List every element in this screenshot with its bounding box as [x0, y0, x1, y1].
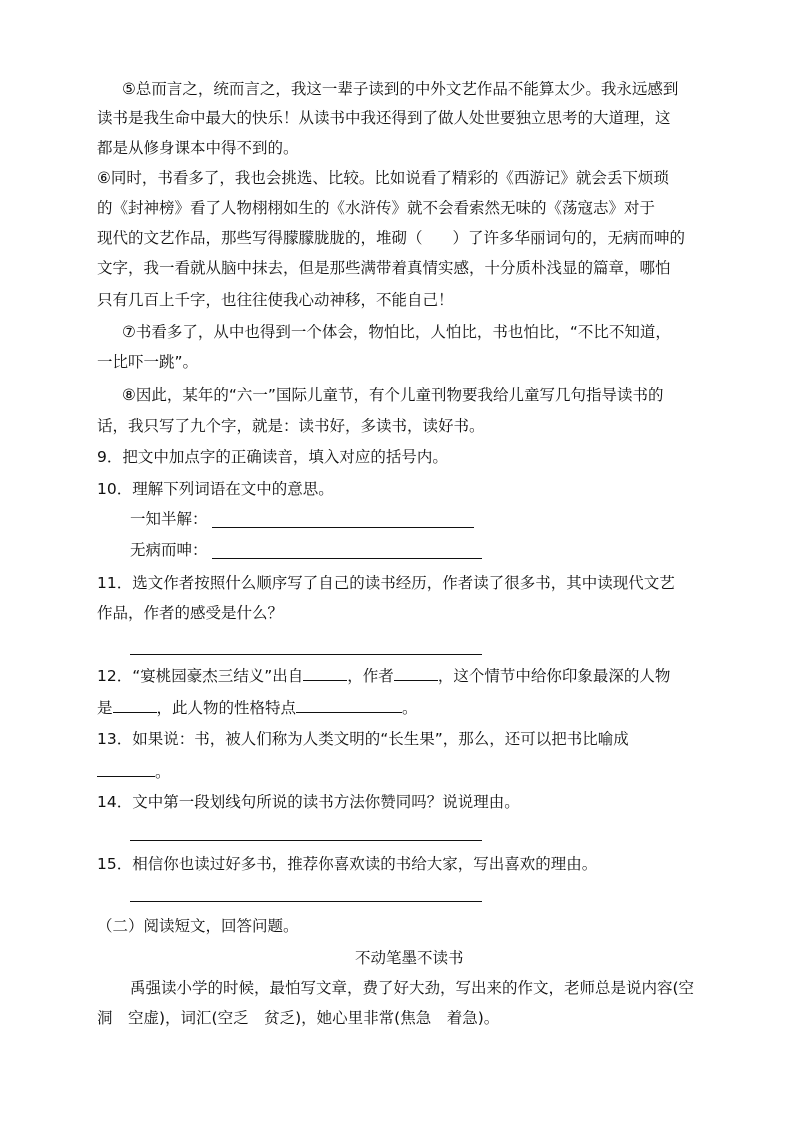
question-14: 14．文中第一段划线句所说的读书方法你赞同吗？说说理由。 — [97, 793, 520, 811]
question-10-item2-answer-line[interactable] — [212, 558, 482, 559]
question-12-text-a: 12．“宴桃园豪杰三结义”出自 — [97, 667, 304, 685]
para6-line4: 文字，我一看就从脑中抹去，但是那些满带着真情实感，十分质朴浅显的篇章，哪怕 — [97, 259, 671, 277]
question-12-line2 — [97, 698, 418, 718]
question-10-item1-answer-line[interactable] — [212, 527, 474, 528]
question-12-source-blank[interactable] — [303, 666, 347, 681]
question-9: 9．把文中加点字的正确读音，填入对应的括号内。 — [97, 448, 448, 466]
para5-line1: ⑤总而言之，统而言之，我这一辈子读到的中外文艺作品不能算太少。我永远感到 — [122, 80, 679, 98]
question-13-line2 — [97, 762, 171, 782]
para6-line2: 的《封神榜》看了人物栩栩如生的《水浒传》就不会看索然无味的《荡寇志》对于 — [97, 199, 656, 217]
question-12-author-blank[interactable] — [394, 666, 438, 681]
question-13-line1: 13．如果说：书，被人们称为人类文明的“长生果”，那么，还可以把书比喻成 — [97, 730, 629, 748]
question-10-stem: 10．理解下列词语在文中的意思。 — [97, 480, 334, 498]
article-line1: 禹强读小学的时候，最怕写文章，费了好大劲，写出来的作文，老师总是说内容(空 — [130, 979, 695, 997]
para6-line3 — [97, 228, 685, 248]
question-14-answer-line[interactable] — [130, 840, 482, 841]
question-10-item2-label: 无病而呻： — [130, 541, 208, 559]
question-12-trait-blank[interactable] — [296, 698, 402, 713]
section-2-heading: （二）阅读短文，回答问题。 — [97, 917, 299, 935]
para8-line2: 话，我只写了九个字，就是：读书好，多读书，读好书。 — [97, 417, 485, 435]
para6-line5: 只有几百上千字，也往往使我心动神移，不能自己！ — [97, 291, 454, 309]
question-11-line1: 11．选文作者按照什么顺序写了自己的读书经历，作者读了很多书，其中读现代文艺 — [97, 574, 675, 592]
article-line2: 洞 空虚)，词汇(空乏 贫乏)，她心里非常(焦急 着急)。 — [97, 1009, 500, 1027]
question-12-text-f: 。 — [402, 699, 418, 717]
question-12-line1 — [97, 666, 670, 686]
para8-line1: ⑧因此，某年的“六一”国际儿童节，有个儿童刊物要我给儿童写几句指导读书的 — [122, 386, 664, 404]
article-title: 不动笔墨不读书 — [355, 949, 464, 967]
question-15-answer-line[interactable] — [130, 901, 482, 902]
question-12-text-c: ，这个情节中给你印象最深的人物 — [437, 667, 671, 685]
para7-line1: ⑦书看多了，从中也得到一个体会，物怕比，人怕比，书也怕比，“不比不知道， — [122, 323, 671, 341]
question-12-text-b: ，作者 — [347, 667, 394, 685]
para5-line3: 都是从修身课本中得不到的。 — [97, 139, 299, 157]
question-11-line2: 作品，作者的感受是什么？ — [97, 604, 284, 622]
question-12-text-d: 是 — [97, 699, 113, 717]
para7-line2: 一比吓一跳”。 — [97, 353, 199, 371]
para5-line2: 读书是我生命中最大的快乐！从读书中我还得到了做人处世要独立思考的大道理，这 — [97, 109, 671, 127]
question-11-answer-line[interactable] — [130, 654, 482, 655]
question-10-item1-label: 一知半解： — [130, 510, 208, 528]
para6-line1: ⑥同时，书看多了，我也会挑选、比较。比如说看了精彩的《西游记》就会丢下烦琐 — [97, 169, 669, 187]
question-12-character-blank[interactable] — [113, 698, 157, 713]
para6-line3-after-blank: ）了许多华丽词句的，无病而呻的 — [452, 229, 686, 247]
question-15: 15．相信你也读过好多书，推荐你喜欢读的书给大家，写出喜欢的理由。 — [97, 855, 598, 873]
question-12-text-e: ，此人物的性格特点 — [156, 699, 297, 717]
question-13-period: 。 — [155, 763, 171, 781]
para6-line3-before-blank: 现代的文艺作品，那些写得朦朦胧胧的，堆砌（ — [97, 229, 423, 247]
question-13-metaphor-blank[interactable] — [97, 762, 155, 777]
